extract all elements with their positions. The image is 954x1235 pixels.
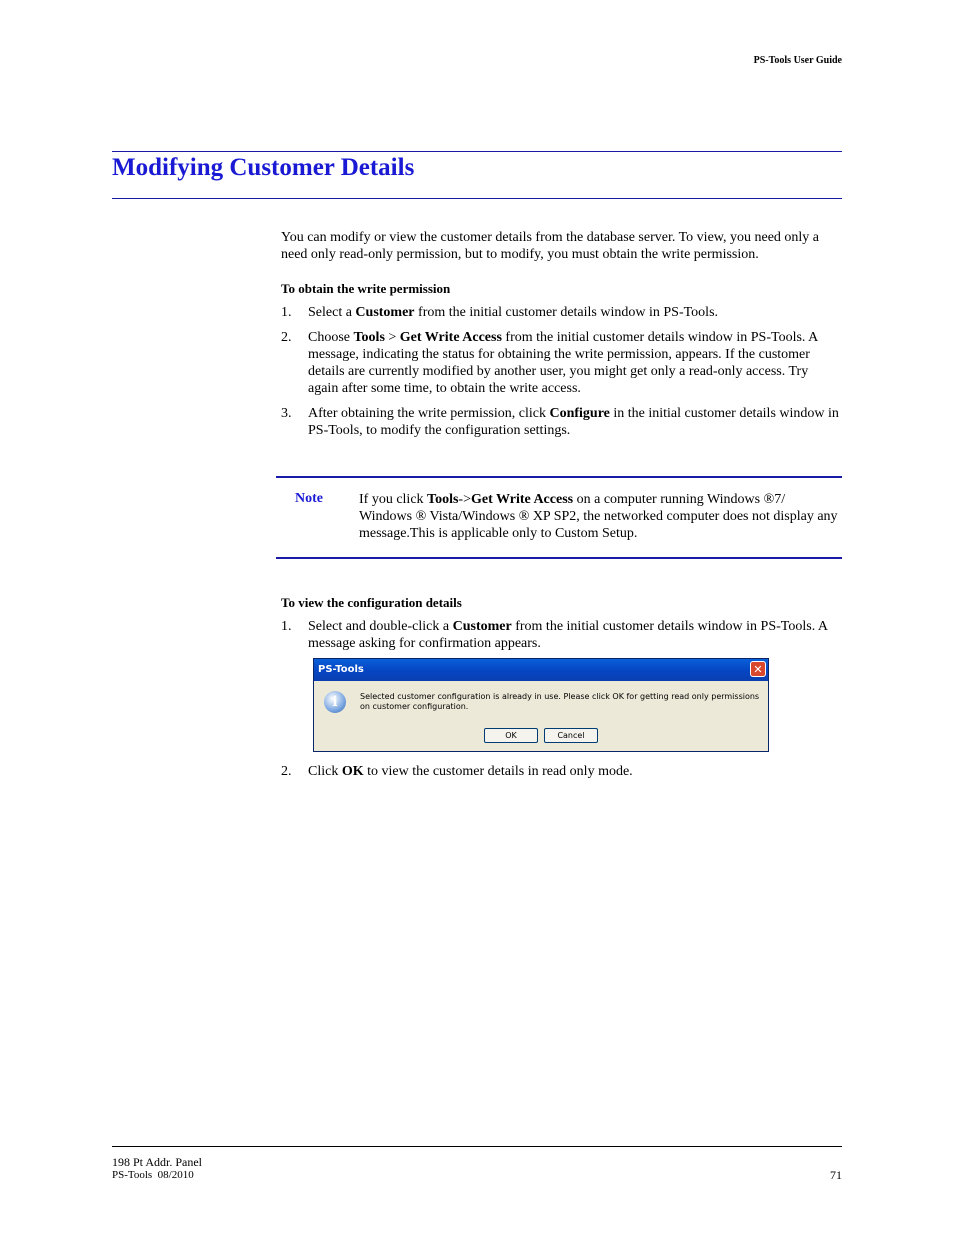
note-rule-bottom <box>276 557 842 559</box>
footer-rule <box>112 1146 842 1147</box>
write-step-1: 1. Select a Customer from the initial customer details window in PS-Tools. <box>281 305 719 320</box>
title-rule-top <box>112 151 842 152</box>
view-step-2: 2. Click OK to view the customer details in read only mode. <box>281 764 633 779</box>
write-permission-heading: To obtain the write permission <box>281 281 451 296</box>
step-number: 2. <box>281 764 292 779</box>
write-step-2: 2. Choose Tools > Get Write Access from the initial customer details window in PS-Tools. A message, indicating the status for obtaining the write permission, appears. If the customer details are currently modified by another user, you might get only a read-only access. Try again after some time, to obtain the write access. <box>281 330 818 396</box>
note-text: If you click Tools->Get Write Access on a computer running Windows ®7/ Windows ® Vista/Windows ® XP SP2, the networked computer does not display any message.This is applicable only to Custom Setup. <box>359 492 838 541</box>
write-step-3: 3. After obtaining the write permission, click Configure in the initial customer details window in PS-Tools, to modify the configuration settings. <box>281 406 839 438</box>
ps-tools-dialog <box>313 658 769 752</box>
close-icon[interactable]: ✕ <box>750 661 766 677</box>
dialog-titlebar <box>314 659 768 681</box>
dialog-title: PS-Tools <box>318 664 364 675</box>
view-step-1: 1. Select and double-click a Customer from the initial customer details window in PS-Tools. A message asking for confirmation appears. <box>281 619 828 651</box>
note-label: Note <box>295 491 323 506</box>
footer-product: 198 Pt Addr. Panel <box>112 1155 203 1169</box>
title-rule-bottom <box>112 198 842 199</box>
cancel-button[interactable]: Cancel <box>544 728 598 743</box>
dialog-message: Selected customer configuration is already in use. Please click OK for getting read only permissions on customer configuration. <box>360 692 760 711</box>
info-icon: i <box>324 691 346 713</box>
view-config-heading: To view the configuration details <box>281 595 462 610</box>
note-rule-top <box>276 476 842 478</box>
step-number: 1. <box>281 305 292 320</box>
intro-paragraph: You can modify or view the customer details from the database server. To view, you need only a need only read-only permission, but to modify, you must obtain the write permission. <box>281 230 820 262</box>
running-header: PS-Tools User Guide <box>753 55 842 66</box>
ok-button[interactable]: OK <box>484 728 538 743</box>
page-number: 71 <box>830 1168 842 1182</box>
page-title: Modifying Customer Details <box>112 154 415 181</box>
step-number: 1. <box>281 619 292 634</box>
step-number: 2. <box>281 330 292 345</box>
footer-doc: PS-Tools 08/2010 <box>112 1169 194 1181</box>
step-number: 3. <box>281 406 292 421</box>
